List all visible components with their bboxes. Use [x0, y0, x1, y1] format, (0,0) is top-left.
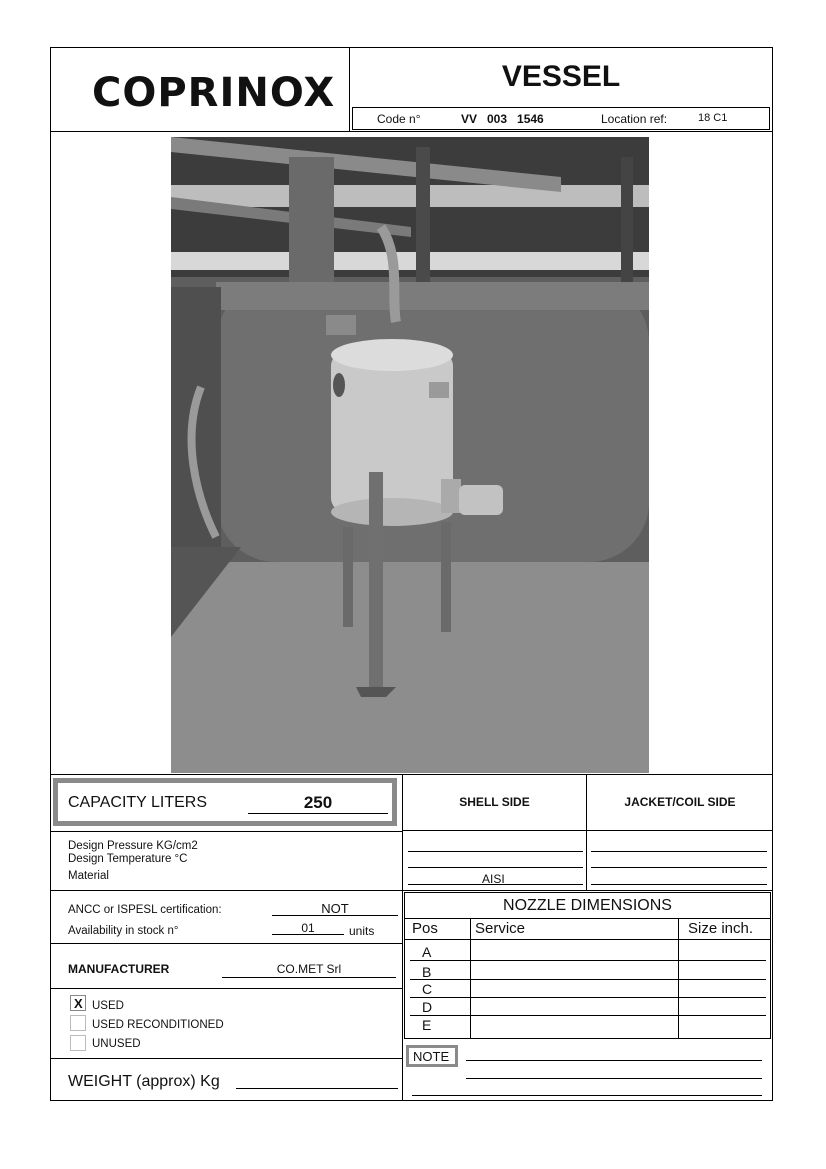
- nozzle-row-d-line: [410, 1015, 766, 1016]
- stock-underline: [272, 934, 344, 935]
- manufacturer-bottom-rule: [50, 988, 402, 989]
- note-line-3[interactable]: [412, 1095, 762, 1096]
- vessel-photo: [171, 137, 649, 773]
- photo-bottom-rule: [50, 774, 773, 775]
- note-label: NOTE: [413, 1049, 450, 1064]
- nozzle-row-c: C: [422, 981, 433, 997]
- shell-pressure-line: [408, 851, 583, 852]
- used-label: USED: [92, 1000, 124, 1012]
- nozzle-row-b-line: [410, 979, 766, 980]
- used-reconditioned-checkbox[interactable]: [70, 1015, 86, 1031]
- material-shell-value: AISI: [482, 872, 505, 886]
- capacity-bottom-rule: [50, 831, 402, 832]
- column-header-rule: [402, 830, 773, 831]
- certification-label: ANCC or ISPESL certification:: [68, 904, 222, 916]
- nozzle-row-d: D: [422, 999, 433, 1015]
- jacket-temperature-line: [591, 867, 767, 868]
- location-value: 18 C1: [698, 112, 728, 124]
- certification-underline: [272, 915, 398, 916]
- nozzle-col-service: Service: [475, 920, 526, 937]
- nozzle-row-a: A: [422, 944, 432, 960]
- stock-label: Availability in stock n°: [68, 925, 179, 937]
- shell-side-header: SHELL SIDE: [459, 795, 530, 809]
- unused-checkbox[interactable]: [70, 1035, 86, 1051]
- nozzle-row-b: B: [422, 964, 432, 980]
- capacity-value: 250: [303, 793, 333, 812]
- nozzle-col-pos: Pos: [412, 920, 438, 937]
- used-checkbox[interactable]: [70, 995, 86, 1011]
- stock-units: units: [349, 924, 375, 938]
- note-line-1[interactable]: [466, 1060, 762, 1061]
- jacket-material-line: [591, 884, 767, 885]
- manufacturer-underline: [222, 977, 396, 978]
- shell-temperature-line: [408, 867, 583, 868]
- capacity-underline: [248, 813, 388, 814]
- company-logo: COPRINOX: [92, 70, 336, 116]
- jacket-side-header: JACKET/COIL SIDE: [624, 795, 736, 809]
- nozzle-title-rule: [404, 918, 771, 919]
- code-bar: [352, 107, 770, 130]
- manufacturer-label: MANUFACTURER: [68, 962, 170, 976]
- capacity-label: CAPACITY LITERS: [68, 794, 207, 811]
- note-box: [406, 1045, 458, 1067]
- material-label: Material: [68, 870, 109, 882]
- shell-jacket-divider: [586, 774, 587, 890]
- condition-bottom-rule: [50, 1058, 402, 1059]
- weight-underline: [236, 1088, 398, 1089]
- nozzle-row-a-line: [410, 960, 766, 961]
- unused-label: UNUSED: [92, 1038, 141, 1050]
- jacket-pressure-line: [591, 851, 767, 852]
- header-bottom-rule: [50, 131, 773, 132]
- design-pressure-label: Design Pressure KG/cm2: [68, 840, 198, 852]
- weight-label: WEIGHT (approx) Kg: [68, 1073, 220, 1090]
- center-divider: [402, 774, 403, 1101]
- nozzle-row-e: E: [422, 1017, 432, 1033]
- code-label: Code n°: [377, 112, 421, 126]
- design-temperature-label: Design Temperature °C: [68, 853, 188, 865]
- page-title: VESSEL: [501, 60, 621, 93]
- used-check-mark: X: [74, 996, 83, 1011]
- location-label: Location ref:: [601, 112, 668, 126]
- used-reconditioned-label: USED RECONDITIONED: [92, 1019, 224, 1031]
- nozzle-header-rule: [404, 939, 771, 940]
- capacity-box: [53, 778, 397, 826]
- nozzle-col-size: Size inch.: [688, 920, 754, 937]
- certification-value: NOT: [321, 901, 349, 916]
- code-value: VV 003 1546: [461, 112, 544, 126]
- note-line-2[interactable]: [466, 1078, 762, 1079]
- nozzle-row-c-line: [410, 997, 766, 998]
- nozzle-title: NOZZLE DIMENSIONS: [503, 897, 672, 914]
- manufacturer-value: CO.MET Srl: [276, 962, 342, 976]
- stock-value: 01: [301, 921, 315, 935]
- design-bottom-rule: [50, 890, 773, 891]
- stock-bottom-rule: [50, 943, 402, 944]
